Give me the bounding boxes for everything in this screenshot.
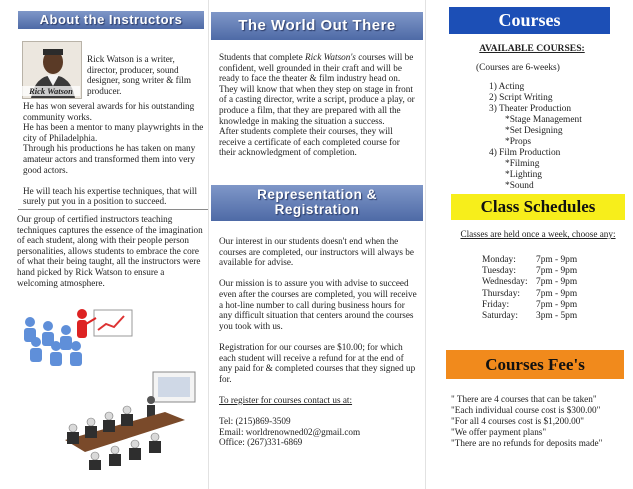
contact-office[interactable]: Office: (267)331-6869 (219, 437, 303, 448)
course-list (489, 82, 582, 192)
schedule-row: Friday: 7pm - 9pm (482, 299, 578, 310)
course-subitem: *Set Designing (505, 126, 563, 136)
rep-paragraph: Our mission is to assure you with advise to succeed even after the courses are completed, you will receive a hot-line number to call during business hours for any difficult situation that centers around the courses you took with us. (219, 278, 417, 331)
course-subitem: *Props (505, 137, 532, 147)
course-item: 2) Script Writing (489, 93, 553, 103)
bio-line: Through his productions he has taken on many amateur actors and transformed them into very good actors. (23, 143, 196, 175)
bio-line: He has been a mentor to many playwrights in the city of Philadelphia. (23, 122, 204, 143)
course-item: 4) Film Production (489, 148, 561, 158)
bio-details (23, 101, 207, 207)
world-intro: Students that complete Rick Watson's courses will be confident, well grounded in their craft and will be ready to face the theater & film industry head on. (219, 52, 414, 84)
rep-header-line2: Registration (274, 202, 360, 217)
contact-email[interactable]: Email: worldrenowned02@gmail.com (219, 426, 361, 437)
right-panel-border (425, 0, 426, 489)
class-schedules-header: Class Schedules (451, 194, 625, 220)
schedule-row: Wednesday: 7pm - 9pm (482, 277, 578, 288)
rep-paragraph: Registration for our courses are $10.00; for which each student will receive a refund for at the end of any paid for & completed courses that they signed up for. (219, 341, 416, 384)
about-instructors-header: About the Instructors (18, 11, 204, 29)
register-heading: To register for courses contact us at: (219, 394, 353, 405)
fee-item: "Each individual course cost is $300.00" (451, 405, 601, 415)
course-subitem: *Stage Management (505, 115, 582, 125)
rep-paragraph: Our interest in our students doesn't end when the courses are completed, our instructors will always be available for advise. (219, 236, 414, 268)
courses-header: Courses (449, 7, 610, 34)
course-item: 3) Theater Production (489, 104, 572, 114)
world-line: After students complete their courses, they will receive a certificate of each completed course for their acknowledgment of completion. (219, 126, 400, 158)
representation-registration-header (211, 185, 423, 221)
schedule-row: Tuesday: 7pm - 9pm (482, 266, 578, 277)
schedule-row: Saturday: 3pm - 5pm (482, 311, 578, 322)
course-item: 1) Acting (489, 82, 525, 92)
fee-item: " There are 4 courses that can be taken" (451, 394, 597, 404)
schedule-row: Thursday: 7pm - 9pm (482, 288, 578, 299)
rep-header-line1: Representation & (257, 187, 377, 202)
bio-line: He has won several awards for his outstanding community works. (23, 101, 195, 122)
courses-fees-header: Courses Fee's (446, 350, 624, 379)
bio-intro: Rick Watson is a writer, director, producer, sound designer, song writer & film producer. (87, 54, 191, 96)
fee-item: "There are no refunds for deposits made" (451, 438, 603, 448)
bio-line (23, 175, 207, 186)
group-text: Our group of certified instructors teaching techniques captures the essence of the imagination of each student, along with their people person personalities, allows students to embrace the core of what their being taught, all the instructors were hand picked by Rick Watson to ensure a welcoming atmosphere. (17, 214, 203, 288)
boardroom-illustration (55, 370, 205, 470)
course-subitem: *Sound (505, 181, 534, 191)
world-out-there-header: The World Out There (211, 12, 423, 40)
fee-item: "For all 4 courses cost is $1,200.00" (451, 416, 585, 426)
course-subitem: *Filming (505, 159, 540, 169)
middle-panel-border (208, 0, 209, 489)
course-duration-note: (Courses are 6-weeks) (476, 63, 560, 73)
team-meeting-illustration (10, 296, 140, 368)
fees-list (451, 394, 602, 449)
world-text (219, 52, 415, 158)
schedule-table (482, 255, 577, 322)
course-subitem: *Lighting (505, 170, 542, 180)
bio-line: He will teach his expertise techniques, that will surely put you in a position to succeed. (23, 185, 198, 207)
photo-caption: Rick Watson (22, 86, 80, 96)
schedule-note: Classes are held once a week, choose any: (460, 229, 616, 239)
divider (18, 209, 208, 210)
fee-item: "We offer payment plans" (451, 427, 547, 437)
instructor-name-emphasis: Rick Watson's (305, 52, 356, 62)
world-line: They will know that when they step on stage in front of a casting director, write a script, produce a play, or produce a film, that they are prepared with all the knowledge in making the situation a success. (219, 83, 415, 126)
contact-phone[interactable]: Tel: (215)869-3509 (219, 416, 291, 427)
representation-text (219, 236, 419, 448)
schedule-row: Monday: 7pm - 9pm (482, 255, 578, 265)
available-courses-heading: AVAILABLE COURSES: (479, 43, 585, 54)
